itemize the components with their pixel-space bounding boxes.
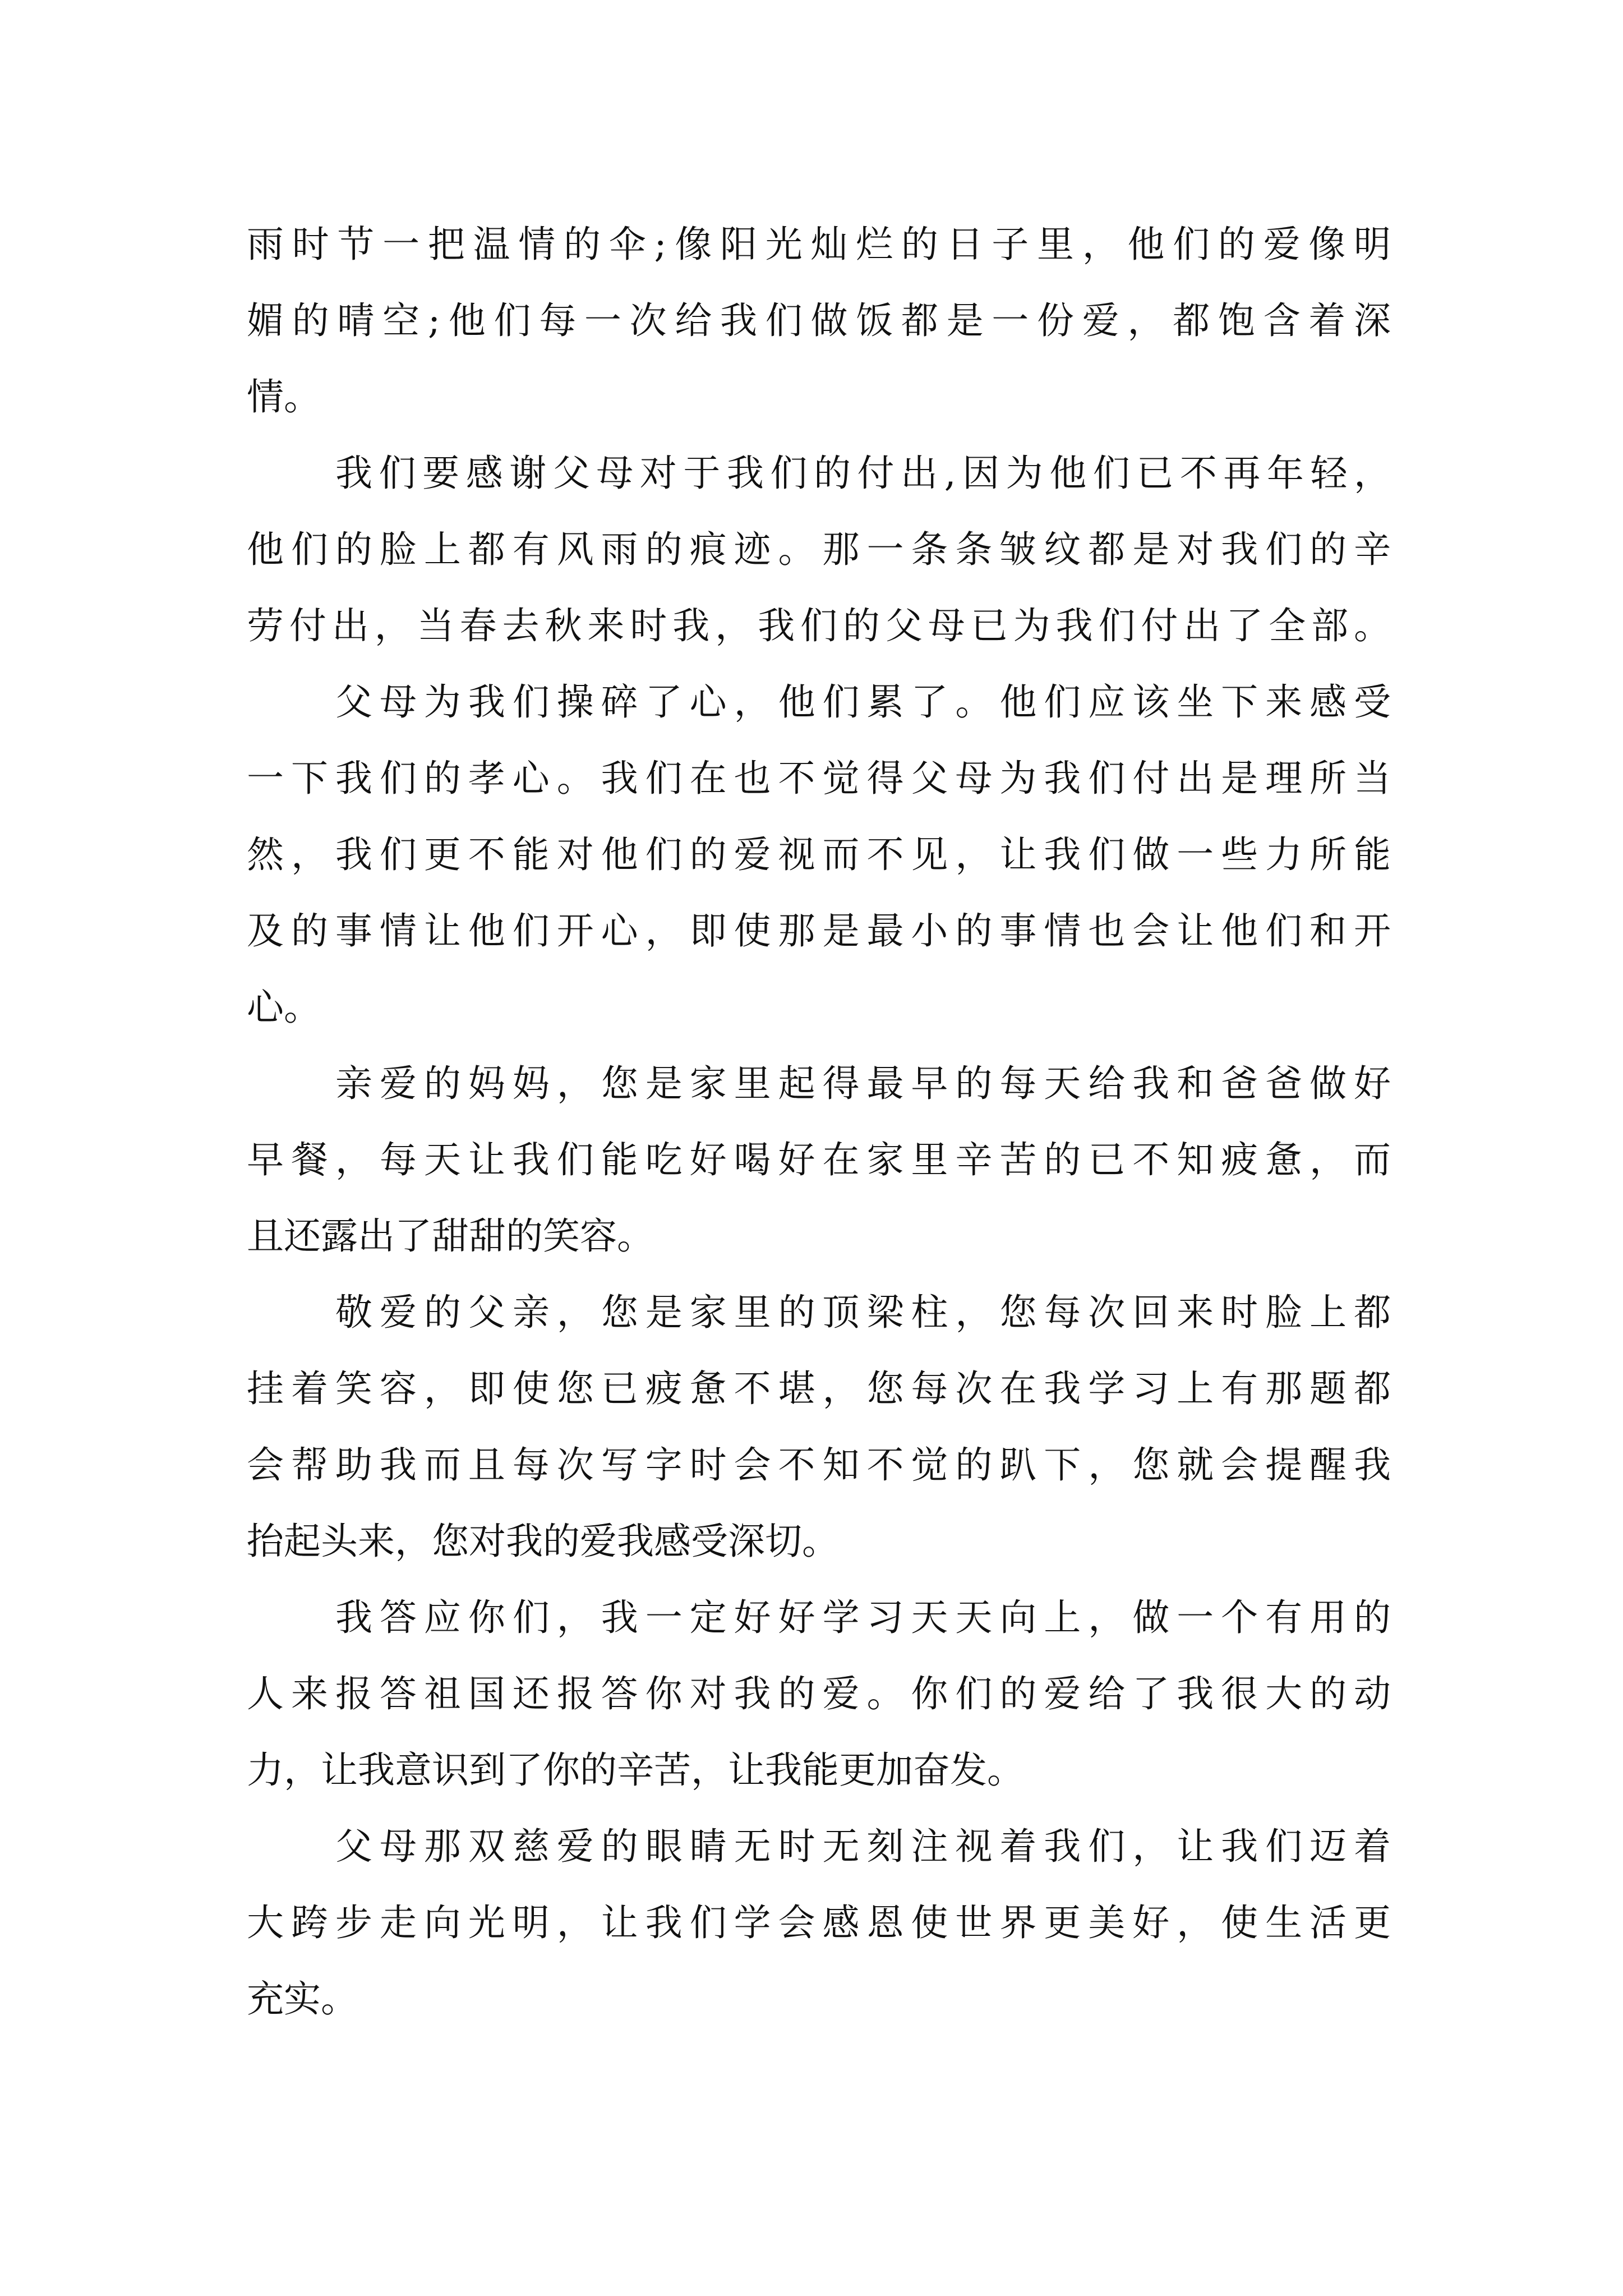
document-body xyxy=(247,206,1391,2037)
paragraph-line: 劳付出，当春去秋来时我，我们的父母已为我们付出了全部。 xyxy=(247,604,1391,647)
paragraph-line: 心。 xyxy=(247,986,321,1029)
paragraph-line: 会帮助我而且每次写字时会不知不觉的趴下，您就会提醒我 xyxy=(247,1443,1391,1487)
paragraph-line: 父母为我们操碎了心，他们累了。他们应该坐下来感受 xyxy=(335,680,1391,724)
paragraph-line: 挂着笑容，即使您已疲惫不堪，您每次在我学习上有那题都 xyxy=(247,1367,1391,1410)
paragraph-line: 及的事情让他们开心，即使那是最小的事情也会让他们和开 xyxy=(247,909,1391,953)
paragraph-line: 大跨步走向光明，让我们学会感恩使世界更美好，使生活更 xyxy=(247,1901,1391,1944)
paragraph-line: 且还露出了甜甜的笑容。 xyxy=(247,1214,654,1258)
paragraph-line: 敬爱的父亲，您是家里的顶梁柱，您每次回来时脸上都 xyxy=(335,1291,1391,1334)
paragraph-line: 媚的晴空;他们每一次给我们做饭都是一份爱，都饱含着深 xyxy=(247,299,1391,342)
paragraph-line: 雨时节一把温情的伞;像阳光灿烂的日子里，他们的爱像明 xyxy=(247,223,1391,266)
paragraph-line: 人来报答祖国还报答你对我的爱。你们的爱给了我很大的动 xyxy=(247,1672,1391,1715)
paragraph-line: 力，让我意识到了你的辛苦，让我能更加奋发。 xyxy=(247,1749,1024,1792)
paragraph-line: 我们要感谢父母对于我们的付出,因为他们已不再年轻， xyxy=(335,452,1391,495)
paragraph-line: 我答应你们，我一定好好学习天天向上，做一个有用的 xyxy=(335,1596,1391,1639)
paragraph-line: 抬起头来，您对我的爱我感受深切。 xyxy=(247,1520,839,1563)
paragraph-line: 情。 xyxy=(247,375,321,418)
paragraph-line: 他们的脸上都有风雨的痕迹。那一条条皱纹都是对我们的辛 xyxy=(247,528,1391,571)
paragraph-line: 一下我们的孝心。我们在也不觉得父母为我们付出是理所当 xyxy=(247,757,1391,800)
paragraph-line: 父母那双慈爱的眼睛无时无刻注视着我们，让我们迈着 xyxy=(335,1825,1391,1868)
paragraph-line: 然，我们更不能对他们的爱视而不见，让我们做一些力所能 xyxy=(247,833,1391,876)
paragraph-line: 早餐，每天让我们能吃好喝好在家里辛苦的已不知疲惫，而 xyxy=(247,1138,1391,1181)
paragraph-line: 亲爱的妈妈，您是家里起得最早的每天给我和爸爸做好 xyxy=(335,1062,1391,1105)
paragraph-line: 充实。 xyxy=(247,1977,358,2021)
